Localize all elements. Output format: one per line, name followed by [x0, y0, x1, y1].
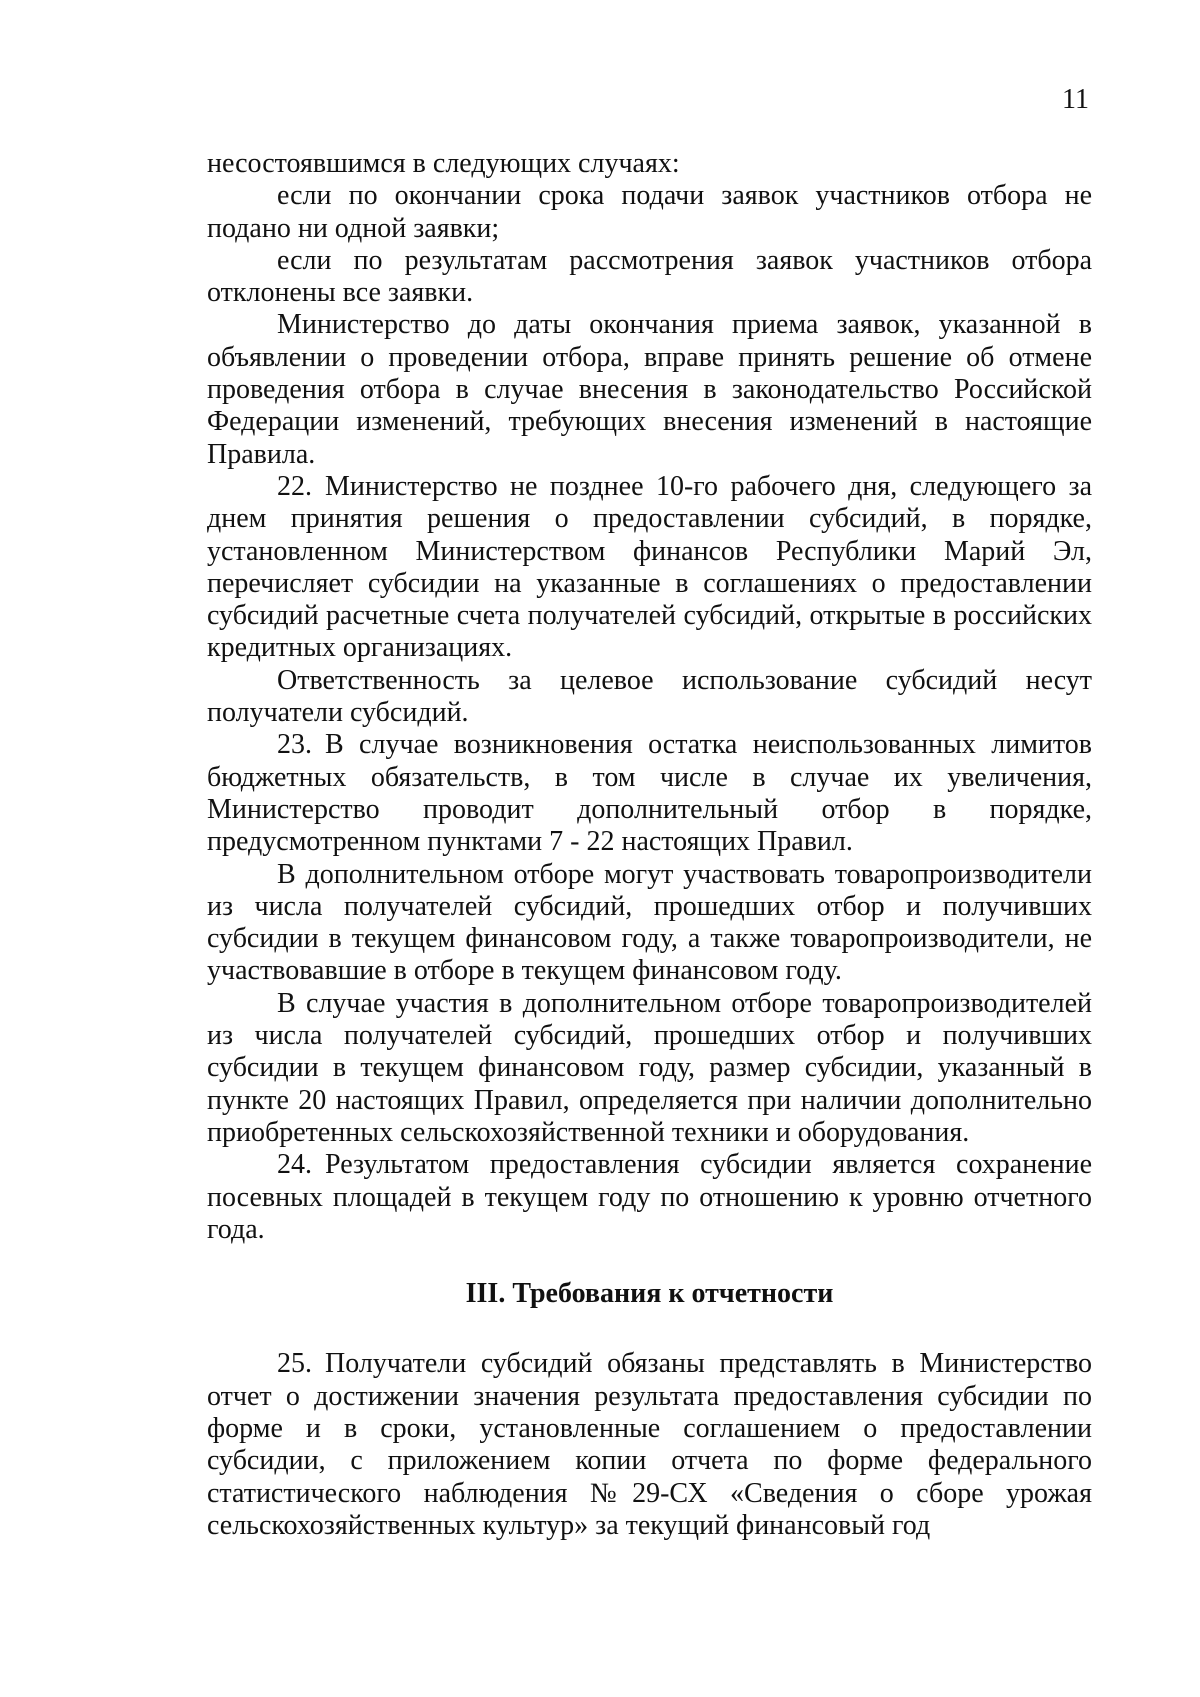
clause-number: 25. [277, 1348, 312, 1380]
paragraph [207, 245, 1092, 310]
paragraphs-after-heading [207, 1348, 1092, 1542]
paragraph [207, 665, 1092, 730]
paragraph-text: Министерство не позднее 10-го рабочего дня, следующего за днем принятия решения о предоставлении субсидий, в порядке, установленном Министерством финансов Республики Марий Эл, перечисляет субсидии на указанные в соглашениях о предоставлении субсидий расчетные счета получателей субсидий, открытые в российских кредитных организациях. [207, 470, 1092, 664]
paragraph [207, 729, 1092, 858]
clause-number: 24. [277, 1149, 312, 1181]
document-body [207, 148, 1092, 1542]
page-number: 11 [1062, 84, 1089, 115]
paragraph [207, 309, 1092, 470]
paragraph [207, 859, 1092, 988]
clause-number: 22. [277, 470, 312, 502]
paragraph-text: Получатели субсидий обязаны представлять в Министерство отчет о достижении значения результата предоставления субсидии по форме и в сроки, установленные соглашением о предоставлении субсидии, с приложением копии отчета по форме федерального статистического наблюдения №29-СХ «Сведения о сборе урожая сельскохозяйственных культур» за текущий финансовый год [207, 1348, 1092, 1541]
paragraph-text: Министерство до даты окончания приема заявок, указанной в объявлении о проведении отбора, вправе принять решение об отмене проведения отбора в случае внесения в законодательство Российской Федерации изменений, требующих внесения изменений в настоящие Правила. [207, 309, 1092, 470]
clause-number: 23. [277, 729, 312, 761]
paragraph [207, 148, 1092, 180]
paragraph [207, 988, 1092, 1149]
section-heading: III. Требования к отчетности [465, 1278, 834, 1310]
paragraph-text: В случае возникновения остатка неиспользованных лимитов бюджетных обязательств, в том числе в случае их увеличения, Министерство проводит дополнительный отбор в порядке, предусмотренном пунктами 7 - 22 настоящих Правил. [207, 729, 1092, 858]
paragraph-text: В дополнительном отборе могут участвовать товаропроизводители из числа получателей субсидий, прошедших отбор и получивших субсидии в текущем финансовом году, а также товаропроизводители, не участвовавшие в отборе в текущем финансовом году. [207, 858, 1092, 987]
paragraph-text: Ответственность за целевое использование субсидий несут получатели субсидий. [207, 664, 1092, 729]
paragraph [207, 180, 1092, 245]
paragraph [207, 1348, 1092, 1542]
paragraph-text: В случае участия в дополнительном отборе товаропроизводителей из числа получателей субсидий, прошедших отбор и получивших субсидии в текущем финансовом году, размер субсидии, указанный в пункте 20 настоящих Правил, определяется при наличии дополнительно приобретенных сельскохозяйственной техники и оборудования. [207, 987, 1092, 1148]
paragraphs-before-heading [207, 148, 1092, 1246]
paragraph-text: если по результатам рассмотрения заявок участников отбора отклонены все заявки. [207, 244, 1092, 309]
paragraph [207, 471, 1092, 665]
paragraph-text: если по окончании срока подачи заявок участников отбора не подано ни одной заявки; [207, 180, 1092, 244]
paragraph-text: Результатом предоставления субсидии является сохранение посевных площадей в текущем году по отношению к уровню отчетного года. [207, 1149, 1092, 1245]
paragraph-text: несостоявшимся в следующих случаях: [207, 148, 680, 179]
paragraph [207, 1149, 1092, 1246]
